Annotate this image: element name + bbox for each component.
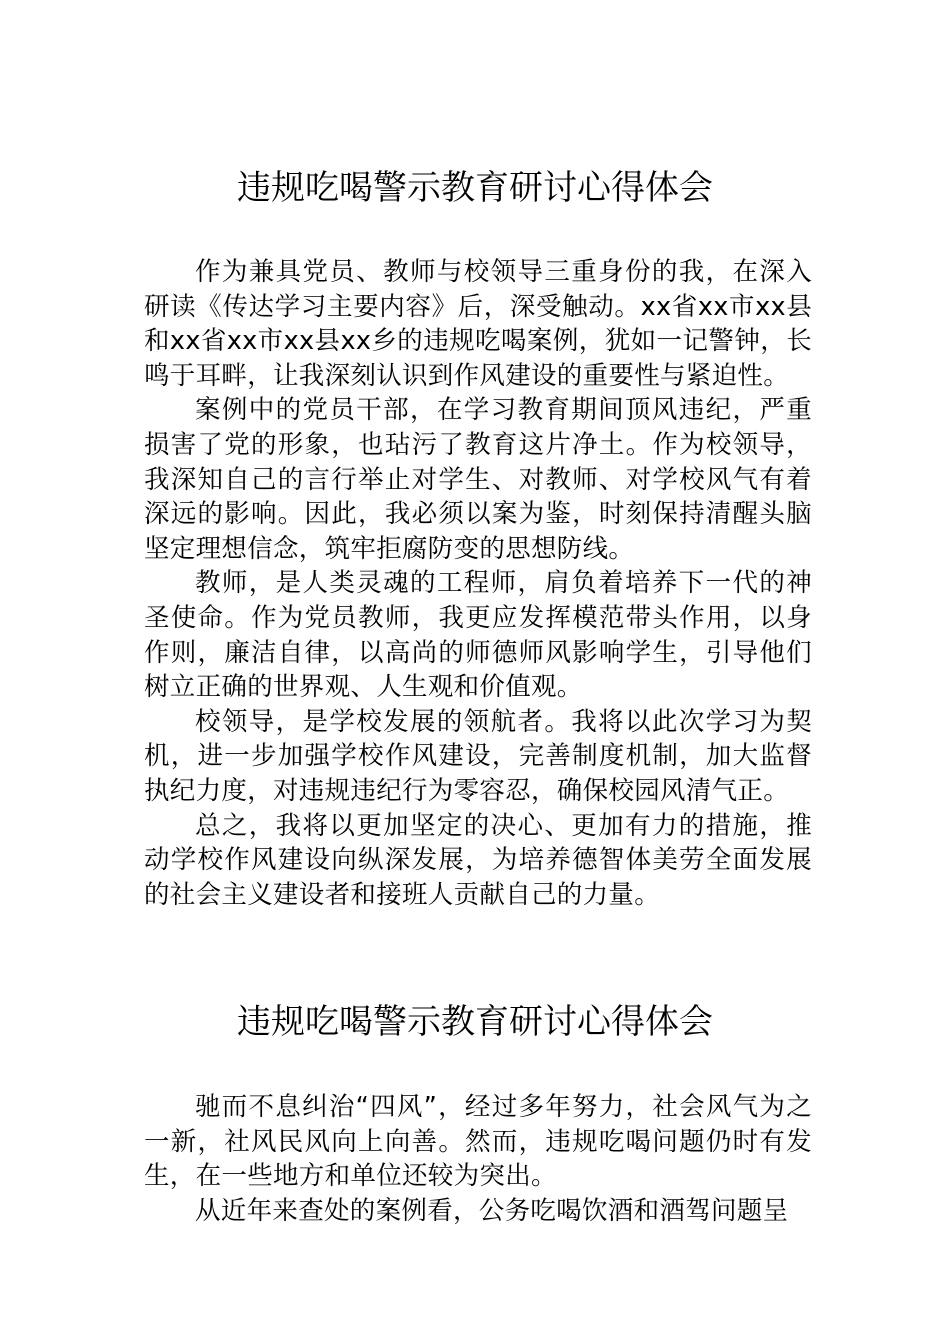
document-title: 违规吃喝警示教育研讨心得体会 — [237, 168, 713, 208]
paragraph: 驰而不息纠治“四风”，经过多年努力，社会风气为之一新，社风民风向上向善。然而，违规吃喝问题仍时有发生，在一些地方和单位还较为突出。 — [144, 1092, 812, 1192]
article-body — [144, 255, 812, 912]
document-title: 违规吃喝警示教育研讨心得体会 — [237, 1002, 713, 1042]
paragraph: 案例中的党员干部，在学习教育期间顶风违纪，严重损害了党的形象，也玷污了教育这片净土。作为校领导，我深知自己的言行举止对学生、对教师、对学校风气有着深远的影响。因此，我必须以案为鉴，时刻保持清醒头脑坚定理想信念，筑牢拒腐防变的思想防线。 — [144, 395, 812, 564]
paragraph: 校领导，是学校发展的领航者。我将以此次学习为契机，进一步加强学校作风建设，完善制度机制，加大监督执纪力度，对违规违纪行为零容忍，确保校园风清气正。 — [144, 706, 812, 806]
paragraph: 作为兼具党员、教师与校领导三重身份的我，在深入研读《传达学习主要内容》后，深受触动。xx省xx市xx县和xx省xx市xx县xx乡的违规吃喝案例，犹如一记警钟，长鸣于耳畔，让我深刻认识到作风建设的重要性与紧迫性。 — [144, 257, 812, 391]
paragraph: 从近年来查处的案例看，公务吃喝饮酒和酒驾问题呈 — [195, 1195, 789, 1226]
paragraph: 总之，我将以更加坚定的决心、更加有力的措施，推动学校作风建设向纵深发展，为培养德智体美劳全面发展的社会主义建设者和接班人贡献自己的力量。 — [144, 810, 812, 910]
article-body — [144, 1090, 812, 1228]
paragraph: 教师，是人类灵魂的工程师，肩负着培养下一代的神圣使命。作为党员教师，我更应发挥模范带头作用，以身作则，廉洁自律，以高尚的师德师风影响学生，引导他们树立正确的世界观、人生观和价值观。 — [144, 568, 812, 703]
